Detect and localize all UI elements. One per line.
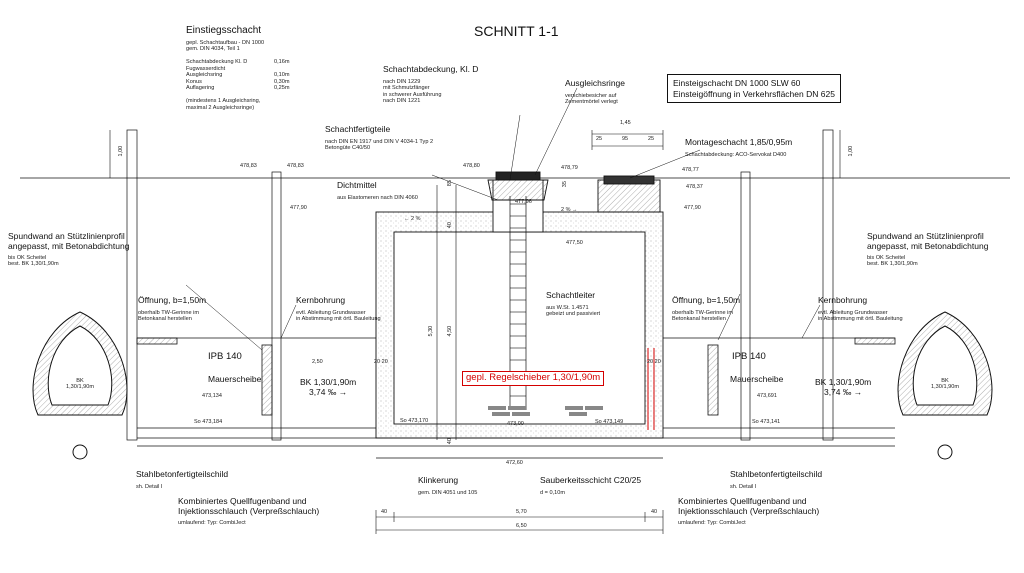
level-mark: So 473,170 — [400, 418, 429, 424]
ipb-right-label: IPB 140 — [732, 351, 766, 362]
kombi-right-l2: Injektionsschlauch (Verpreßschlauch) — [678, 505, 820, 516]
kombi-left-note — [178, 497, 319, 526]
dim-label: 95 — [622, 136, 629, 142]
einstiegsschacht-sub2: gem. DIN 4034, Teil 1 — [186, 45, 240, 52]
profile-left-l2: 1,30/1,90m — [66, 384, 94, 391]
bk-left-label — [300, 378, 356, 398]
ausgleichsringe-l2: Zementmörtel verlegt — [565, 99, 618, 106]
stahlbeton-right-note — [730, 470, 822, 490]
dim-label: 40 — [446, 222, 453, 229]
bk-right-l2: 3,74 ‰ → — [823, 386, 863, 397]
kombi-left-l2: Injektionsschlauch (Verpreßschlauch) — [178, 505, 320, 516]
row-label: Auflagering — [186, 85, 215, 92]
kernbohrung-right-l2: in Abstimmung mit örtl. Bauleitung — [818, 316, 903, 323]
einstiegsschacht-block — [186, 25, 290, 111]
dim-label: 20 20 — [647, 359, 661, 365]
schachtfertigteile-note — [325, 125, 433, 152]
schachtabdeckung-l2: mit Schmutzfänger — [383, 85, 430, 92]
level-mark: 478,79 — [561, 165, 578, 171]
level-mark: 472,60 — [506, 460, 523, 466]
info-box — [667, 74, 841, 103]
row-label: Schachtabdeckung Kl. D — [186, 59, 248, 66]
oeffnung-left-l1: oberhalb TW-Gerinne im — [138, 309, 200, 316]
spundwand-right-l2: angepasst, mit Betonabdichtung — [867, 240, 989, 251]
dim-label: 2,50 — [312, 359, 323, 365]
schachtfertigteile-heading: Schachtfertigteile — [325, 124, 391, 134]
kombi-left-l3: umlaufend: Typ: CombiJect — [178, 519, 246, 526]
row-value: 0,25m — [274, 85, 290, 92]
level-mark: 473,00 — [507, 421, 524, 427]
level-mark: 473,134 — [202, 393, 222, 399]
profile-right-l1: BK — [941, 378, 949, 384]
level-mark: 478,77 — [682, 167, 699, 173]
kombi-right-l1: Kombiniertes Quellfugenband und — [678, 496, 807, 506]
kombi-left-l1: Kombiniertes Quellfugenband und — [178, 496, 307, 506]
profile-left-l1: BK — [76, 378, 84, 384]
dim-label: 20 20 — [374, 359, 388, 365]
ausgleichsringe-note — [565, 79, 625, 106]
level-mark: 477,90 — [290, 205, 307, 211]
level-mark: 478,37 — [686, 184, 703, 190]
dim-label: 1,45 — [620, 120, 631, 126]
spundwand-right-l4: best. BK 1,30/1,90m — [867, 260, 918, 267]
ausgleichsringe-heading: Ausgleichsringe — [565, 78, 626, 88]
dim-label: 40 — [381, 509, 388, 515]
spundwand-left-l3: bis OK Scheitel — [8, 254, 47, 261]
oeffnung-right-note — [672, 296, 740, 323]
schachtfertigteile-l1: nach DIN EN 1917 und DIN V 4034-1 Typ 2 — [325, 138, 434, 145]
info-box-line1: Einsteigschacht DN 1000 SLW 60 — [673, 78, 801, 88]
profile-left-label — [62, 378, 98, 391]
oeffnung-left-heading: Öffnung, b=1,50m — [138, 295, 207, 305]
spundwand-right-l3: bis OK Scheitel — [867, 254, 906, 261]
oeffnung-left-l2: Betonkanal herstellen — [138, 316, 192, 323]
slope-label: 2 % → — [561, 207, 578, 213]
slope-label: ← 2 % — [404, 216, 421, 222]
level-mark: So 473,141 — [752, 419, 781, 425]
level-mark: 477,96 — [515, 199, 532, 205]
level-mark: 477,90 — [684, 205, 701, 211]
kernbohrung-right-heading: Kernbohrung — [818, 295, 868, 305]
klinkerung-note — [418, 476, 477, 496]
info-box-line2: Einsteigöffnung in Verkehrsflächen DN 625 — [673, 88, 835, 99]
montageschacht-l1: Schachtabdeckung: ACO-Servokat D400 — [685, 151, 787, 158]
schachtleiter-heading: Schachtleiter — [546, 290, 596, 300]
spundwand-left-note — [8, 232, 129, 267]
kombi-right-l3: umlaufend: Typ: CombiJect — [678, 519, 746, 526]
spundwand-left-l4: best. BK 1,30/1,90m — [8, 260, 59, 267]
schachtabdeckung-l4: nach DIN 1221 — [383, 98, 421, 105]
dim-label: 1,00 — [118, 145, 125, 157]
kernbohrung-right-note — [818, 296, 903, 323]
dichtmittel-note — [337, 181, 418, 201]
ipb-left-label: IPB 140 — [208, 351, 242, 362]
mauerscheibe-left-label: Mauerscheibe — [208, 374, 262, 384]
bk-left-l2: 3,74 ‰ → — [308, 386, 348, 397]
kernbohrung-right-l1: evtl. Ableitung Grundwasser — [818, 309, 888, 316]
sauberkeit-heading: Sauberkeitsschicht C20/25 — [540, 475, 642, 485]
level-mark: 477,50 — [566, 240, 583, 246]
schachtabdeckung-l1: nach DIN 1229 — [383, 78, 421, 85]
dichtmittel-heading: Dichtmittel — [337, 180, 377, 190]
level-mark: So 473,184 — [194, 419, 223, 425]
dim-label: 35 — [561, 181, 568, 188]
spundwand-left-l2: angepasst, mit Betonabdichtung — [8, 240, 130, 251]
row-label: Fugwasserdicht — [186, 65, 226, 72]
kernbohrung-left-heading: Kernbohrung — [296, 295, 346, 305]
row-value: 0,10m — [274, 72, 290, 79]
level-mark: 478,83 — [287, 163, 304, 169]
row-label: Ausgleichsring — [186, 72, 223, 79]
kernbohrung-left-note — [296, 296, 381, 323]
dim-label: 5,70 — [516, 509, 527, 515]
schachtabdeckung-note — [383, 65, 478, 104]
einstiegsschacht-note1: (mindestens 1 Ausgleichsring, — [186, 98, 261, 105]
spundwand-right-l1: Spundwand an Stützlinienprofil — [867, 231, 984, 241]
bk-right-label — [815, 378, 871, 398]
row-label: Konus — [186, 78, 202, 85]
dim-label: 1,00 — [848, 145, 855, 157]
stahlbeton-left-l1: sh. Detail I — [136, 483, 163, 490]
montageschacht-heading: Montageschacht 1,85/0,95m — [685, 137, 793, 147]
mauerscheibe-right-label: Mauerscheibe — [730, 374, 784, 384]
manhole-structure — [376, 172, 663, 438]
kombi-right-note — [678, 497, 819, 526]
stahlbeton-right-l1: sh. Detail I — [730, 483, 757, 490]
dim-label: 5,30 — [428, 325, 435, 337]
schachtleiter-l1: aus W.St. 1.4571 — [546, 304, 589, 311]
row-value: 0,30m — [274, 78, 290, 85]
spundwand-left-l1: Spundwand an Stützlinienprofil — [8, 231, 125, 241]
page-title: SCHNITT 1-1 — [474, 23, 559, 39]
profile-right-label — [927, 378, 963, 391]
dim-label: 25 — [648, 136, 655, 142]
dichtmittel-l1: aus Elastomeren nach DIN 4060 — [337, 194, 418, 201]
row-value: 0,16m — [274, 59, 290, 66]
montageschacht-note — [685, 138, 792, 158]
klinkerung-heading: Klinkerung — [418, 475, 459, 485]
einstiegsschacht-note2: maximal 2 Ausgleichsringe) — [186, 104, 255, 111]
kernbohrung-left-l1: evtl. Ableitung Grundwasser — [296, 309, 366, 316]
einstiegsschacht-sub1: gepl. Schachtaufbau - DN 1000 — [186, 39, 265, 46]
ausgleichsringe-l1: verschiebesicher auf — [565, 92, 617, 99]
profile-right-l2: 1,30/1,90m — [931, 384, 959, 391]
schachtabdeckung-l3: in schwerer Ausführung — [383, 91, 442, 98]
schachtfertigteile-l2: Betongüte C40/50 — [325, 145, 371, 152]
sauberkeit-note — [540, 476, 641, 496]
schachtleiter-l2: gebeizt und passiviert — [546, 311, 601, 318]
schachtabdeckung-heading: Schachtabdeckung, Kl. D — [383, 64, 479, 74]
level-mark: So 473,149 — [595, 419, 624, 425]
oeffnung-right-heading: Öffnung, b=1,50m — [672, 295, 741, 305]
stahlbeton-right-heading: Stahlbetonfertigteilschild — [730, 469, 823, 479]
level-mark: 478,83 — [240, 163, 257, 169]
klinkerung-l1: gem. DIN 4051 und 105 — [418, 489, 478, 496]
bk-left-l1: BK 1,30/1,90m — [300, 377, 357, 387]
regelschieber-label: gepl. Regelschieber 1,30/1,90m — [462, 371, 604, 386]
dim-label: 6,50 — [516, 523, 527, 529]
dim-label: 85 — [446, 180, 453, 187]
oeffnung-left-note — [138, 296, 206, 323]
dim-label: 25 — [596, 136, 603, 142]
dim-label: 40 — [446, 438, 453, 445]
stahlbeton-left-note — [136, 470, 228, 490]
dim-label: 40 — [651, 509, 658, 515]
kernbohrung-left-l2: in Abstimmung mit örtl. Bauleitung — [296, 316, 381, 323]
schachtleiter-note — [546, 291, 600, 318]
level-mark: 473,691 — [757, 393, 777, 399]
einstiegsschacht-heading: Einstiegsschacht — [186, 25, 262, 36]
dim-label: 4,50 — [447, 325, 454, 337]
spundwand-right-note — [867, 232, 988, 267]
oeffnung-right-l2: Betonkanal herstellen — [672, 316, 726, 323]
stahlbeton-left-heading: Stahlbetonfertigteilschild — [136, 469, 229, 479]
oeffnung-right-l1: oberhalb TW-Gerinne im — [672, 309, 734, 316]
level-mark: 478,80 — [463, 163, 480, 169]
bk-right-l1: BK 1,30/1,90m — [815, 377, 872, 387]
sauberkeit-l1: d = 0,10m — [540, 489, 566, 496]
